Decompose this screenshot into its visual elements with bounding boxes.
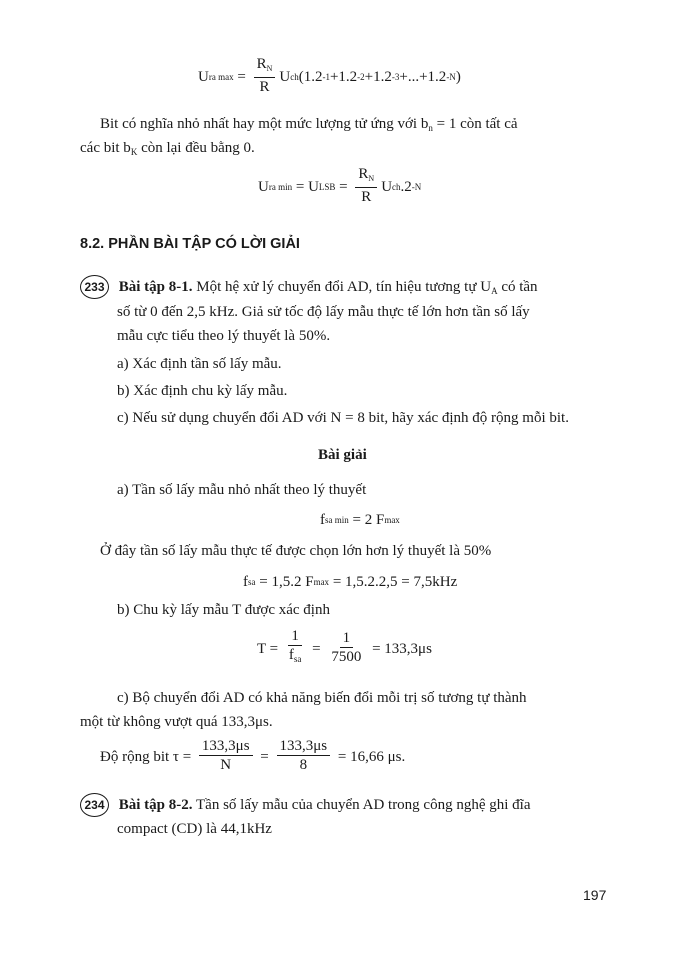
paragraph-line [100,114,518,138]
exercise-8-2-line [80,793,531,817]
text-subscript: A [491,286,498,296]
formula-text: U [279,68,291,85]
exercise-item-b: b) Xác định chu kỳ lấy mẫu. [117,383,288,399]
formula-text: U [258,178,269,195]
solution-part-b: b) Chu kỳ lấy mẫu T được xác định [117,602,330,618]
formula-fsa [243,572,457,592]
fraction-denominator: f [288,647,294,663]
formula-text: +1.2 [364,68,392,85]
formula-fsa-min [320,510,400,530]
text-span: = 1 còn tất cả [432,116,518,132]
fraction-one-over-fsa [286,628,305,669]
formula-period-t [257,628,432,669]
exercise-number-badge: 234 [80,793,109,817]
solution-part-a: a) Tần số lấy mẫu nhỏ nhất theo lý thuyết [117,482,367,498]
formula-subscript: ra max [208,71,234,82]
fraction-rn-over-r [254,56,276,97]
formula-text: f [320,512,325,528]
text-subscript: n [428,123,433,133]
fraction-denominator: 8 [299,757,308,773]
text-span: Một hệ xử lý chuyển đổi AD, tín hiệu tương tự U [192,279,492,295]
formula-subscript: N [266,64,273,73]
formula-subscript: max [384,515,400,525]
exercise-title: Bài tập 8-1. [118,279,193,295]
formula-subscript: LSB [318,181,336,192]
solution-part-c-line: một từ không vượt quá 133,3μs. [80,714,273,730]
fraction-numerator: 1 [288,628,302,646]
solution-note: Ở đây tần số lấy mẫu thực tế được chọn lớn hơn lý thuyết là 50% [100,543,492,559]
text-span: có tần [497,279,538,295]
formula-text: U [308,178,319,195]
formula-text: f [243,574,248,590]
fraction-denominator: 7500 [331,649,362,665]
formula-subscript: ra min [268,181,293,192]
exercise-8-1-line [80,275,538,301]
formula-text: = [335,178,352,195]
formula-subscript: sa [293,654,302,664]
formula-superscript: -3 [391,71,400,82]
formula-text: = [308,640,325,657]
fraction-numerator: 1 [340,630,354,648]
formula-text: +1.2 [329,68,358,85]
exercise-8-1-line: mẫu cực tiểu theo lý thuyết là 50%. [117,328,331,344]
formula-subscript: max [313,577,330,587]
formula-text: T = [257,640,282,657]
solution-part-c-line: c) Bộ chuyển đổi AD có khả năng biến đổi mỗi trị số tương tự thành [117,690,527,706]
fraction-period-over-8 [277,738,331,775]
formula-text: U [198,68,209,85]
exercise-title: Bài tập 8-2. [118,797,193,813]
text-span: các bit b [80,140,131,156]
solution-heading: Bài giải [318,447,367,463]
formula-subscript: ch [290,71,299,82]
fraction-numerator: R [358,166,369,182]
fraction-numerator: 133,3μs [277,738,331,756]
formula-bit-width [100,738,405,775]
text-span: còn lại đều bằng 0. [137,140,255,156]
formula-u-ra-min [258,166,421,207]
fraction-period-over-n [199,738,253,775]
section-heading: 8.2. PHẦN BÀI TẬP CÓ LỜI GIẢI [80,236,300,252]
formula-text: = [256,748,273,765]
fraction-numerator: 133,3μs [199,738,253,756]
formula-text: = [292,178,309,195]
fraction-denominator: R [361,189,372,205]
formula-superscript: -2 [357,71,365,82]
fraction-rn-over-r [355,166,377,207]
formula-subscript: ch [392,181,401,192]
formula-text: = 1,5.2.2,5 = 7,5kHz [329,574,458,590]
formula-text: .2 [400,178,412,195]
text-subscript: K [130,147,138,157]
formula-text: = 16,66 μs. [334,748,406,765]
formula-subscript: N [368,174,375,183]
formula-superscript: -N [446,71,456,82]
formula-superscript: -1 [322,71,330,82]
formula-subscript: sa min [325,515,349,525]
formula-text: Độ rộng bit τ = [100,748,195,765]
exercise-item-c: c) Nếu sử dụng chuyển đổi AD với N = 8 bit, hãy xác định độ rộng mỗi bit. [117,410,569,426]
fraction-denominator: R [259,79,270,95]
text-span: Tần số lấy mẫu của chuyển AD trong công nghệ ghi đĩa [192,797,531,813]
formula-text: +...+1.2 [399,68,447,85]
formula-text: ) [455,68,461,85]
page-number: 197 [583,887,607,903]
formula-text: = 133,3μs [368,640,432,657]
text-span: Bit có nghĩa nhỏ nhất hay một mức lượng tử ứng với b [100,116,429,132]
formula-u-ra-max [198,56,461,97]
formula-text: (1.2 [298,68,323,85]
formula-text: U [381,178,393,195]
formula-text: = 1,5.2 F [255,574,314,590]
exercise-item-a: a) Xác định tần số lấy mẫu. [117,356,282,372]
formula-subscript: sa [248,577,256,587]
fraction-numerator: R [256,56,267,72]
exercise-number-badge: 233 [80,275,109,299]
exercise-8-1-line: số từ 0 đến 2,5 kHz. Giả sử tốc độ lấy mẫu thực tế lớn hơn tần số lấy [117,304,530,320]
fraction-denominator: N [220,757,232,773]
formula-superscript: -N [411,181,422,192]
formula-text: = 2 F [348,512,385,528]
paragraph-line [80,138,255,162]
fraction-one-over-7500 [328,630,364,667]
formula-text: = [233,68,250,85]
exercise-8-2-line: compact (CD) là 44,1kHz [117,821,272,837]
